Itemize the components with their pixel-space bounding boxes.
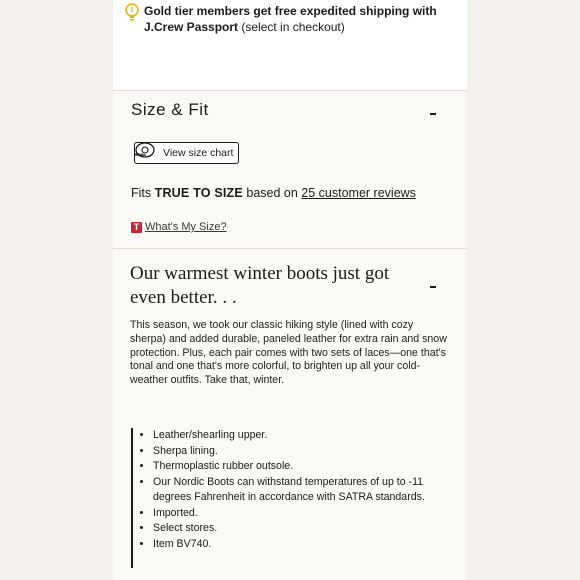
lightbulb-icon xyxy=(124,2,140,24)
shipping-bold-text: Gold tier members get free expedited shipping with J.Crew Passport xyxy=(144,4,437,34)
product-headline[interactable]: Our warmest winter boots just got even better. . . xyxy=(130,263,390,308)
view-size-chart-button[interactable] xyxy=(134,142,239,164)
list-item: • Select stores. xyxy=(153,521,439,537)
section-divider xyxy=(113,248,467,249)
shipping-message xyxy=(144,3,462,35)
list-item: • Imported. xyxy=(153,506,439,522)
size-fit-title[interactable]: Size & Fit xyxy=(131,100,209,119)
fit-summary xyxy=(131,186,416,200)
measuring-tape-icon xyxy=(132,140,158,160)
shipping-note: (select in checkout) xyxy=(238,20,345,34)
view-size-chart-label: View size chart xyxy=(163,147,234,159)
list-item: • Leather/shearling upper. xyxy=(153,428,439,444)
list-item: • Item BV740. xyxy=(153,537,439,553)
product-details-panel xyxy=(113,0,467,580)
fits-middle: based on xyxy=(242,186,302,200)
fits-prefix: Fits xyxy=(131,186,155,200)
list-item: • Thermoplastic rubber outsole. xyxy=(153,459,439,475)
true-fit-badge-icon: T xyxy=(131,222,142,233)
whats-my-size-link[interactable]: What's My Size? xyxy=(145,221,227,233)
details-collapse-icon[interactable] xyxy=(430,286,436,288)
product-features xyxy=(131,428,439,568)
list-item: • Our Nordic Boots can withstand temperatures of up to -11 degrees Fahrenheit in accordance with SATRA standards. xyxy=(153,475,439,506)
reviews-link[interactable]: 25 customer reviews xyxy=(301,186,416,200)
shipping-banner xyxy=(113,0,467,91)
size-fit-collapse-icon[interactable] xyxy=(430,113,436,115)
product-description: This season, we took our classic hiking style (lined with cozy sherpa) and added durable, paneled leather for extra rain and snow protection. Plus, each pair comes with two sets of laces—one that's tonal and one that's more colorful, to brighten up all your cold-weather outfits. Take that, winter. xyxy=(130,319,447,387)
list-item: • Sherpa lining. xyxy=(153,444,439,460)
fit-value: TRUE TO SIZE xyxy=(154,186,243,200)
